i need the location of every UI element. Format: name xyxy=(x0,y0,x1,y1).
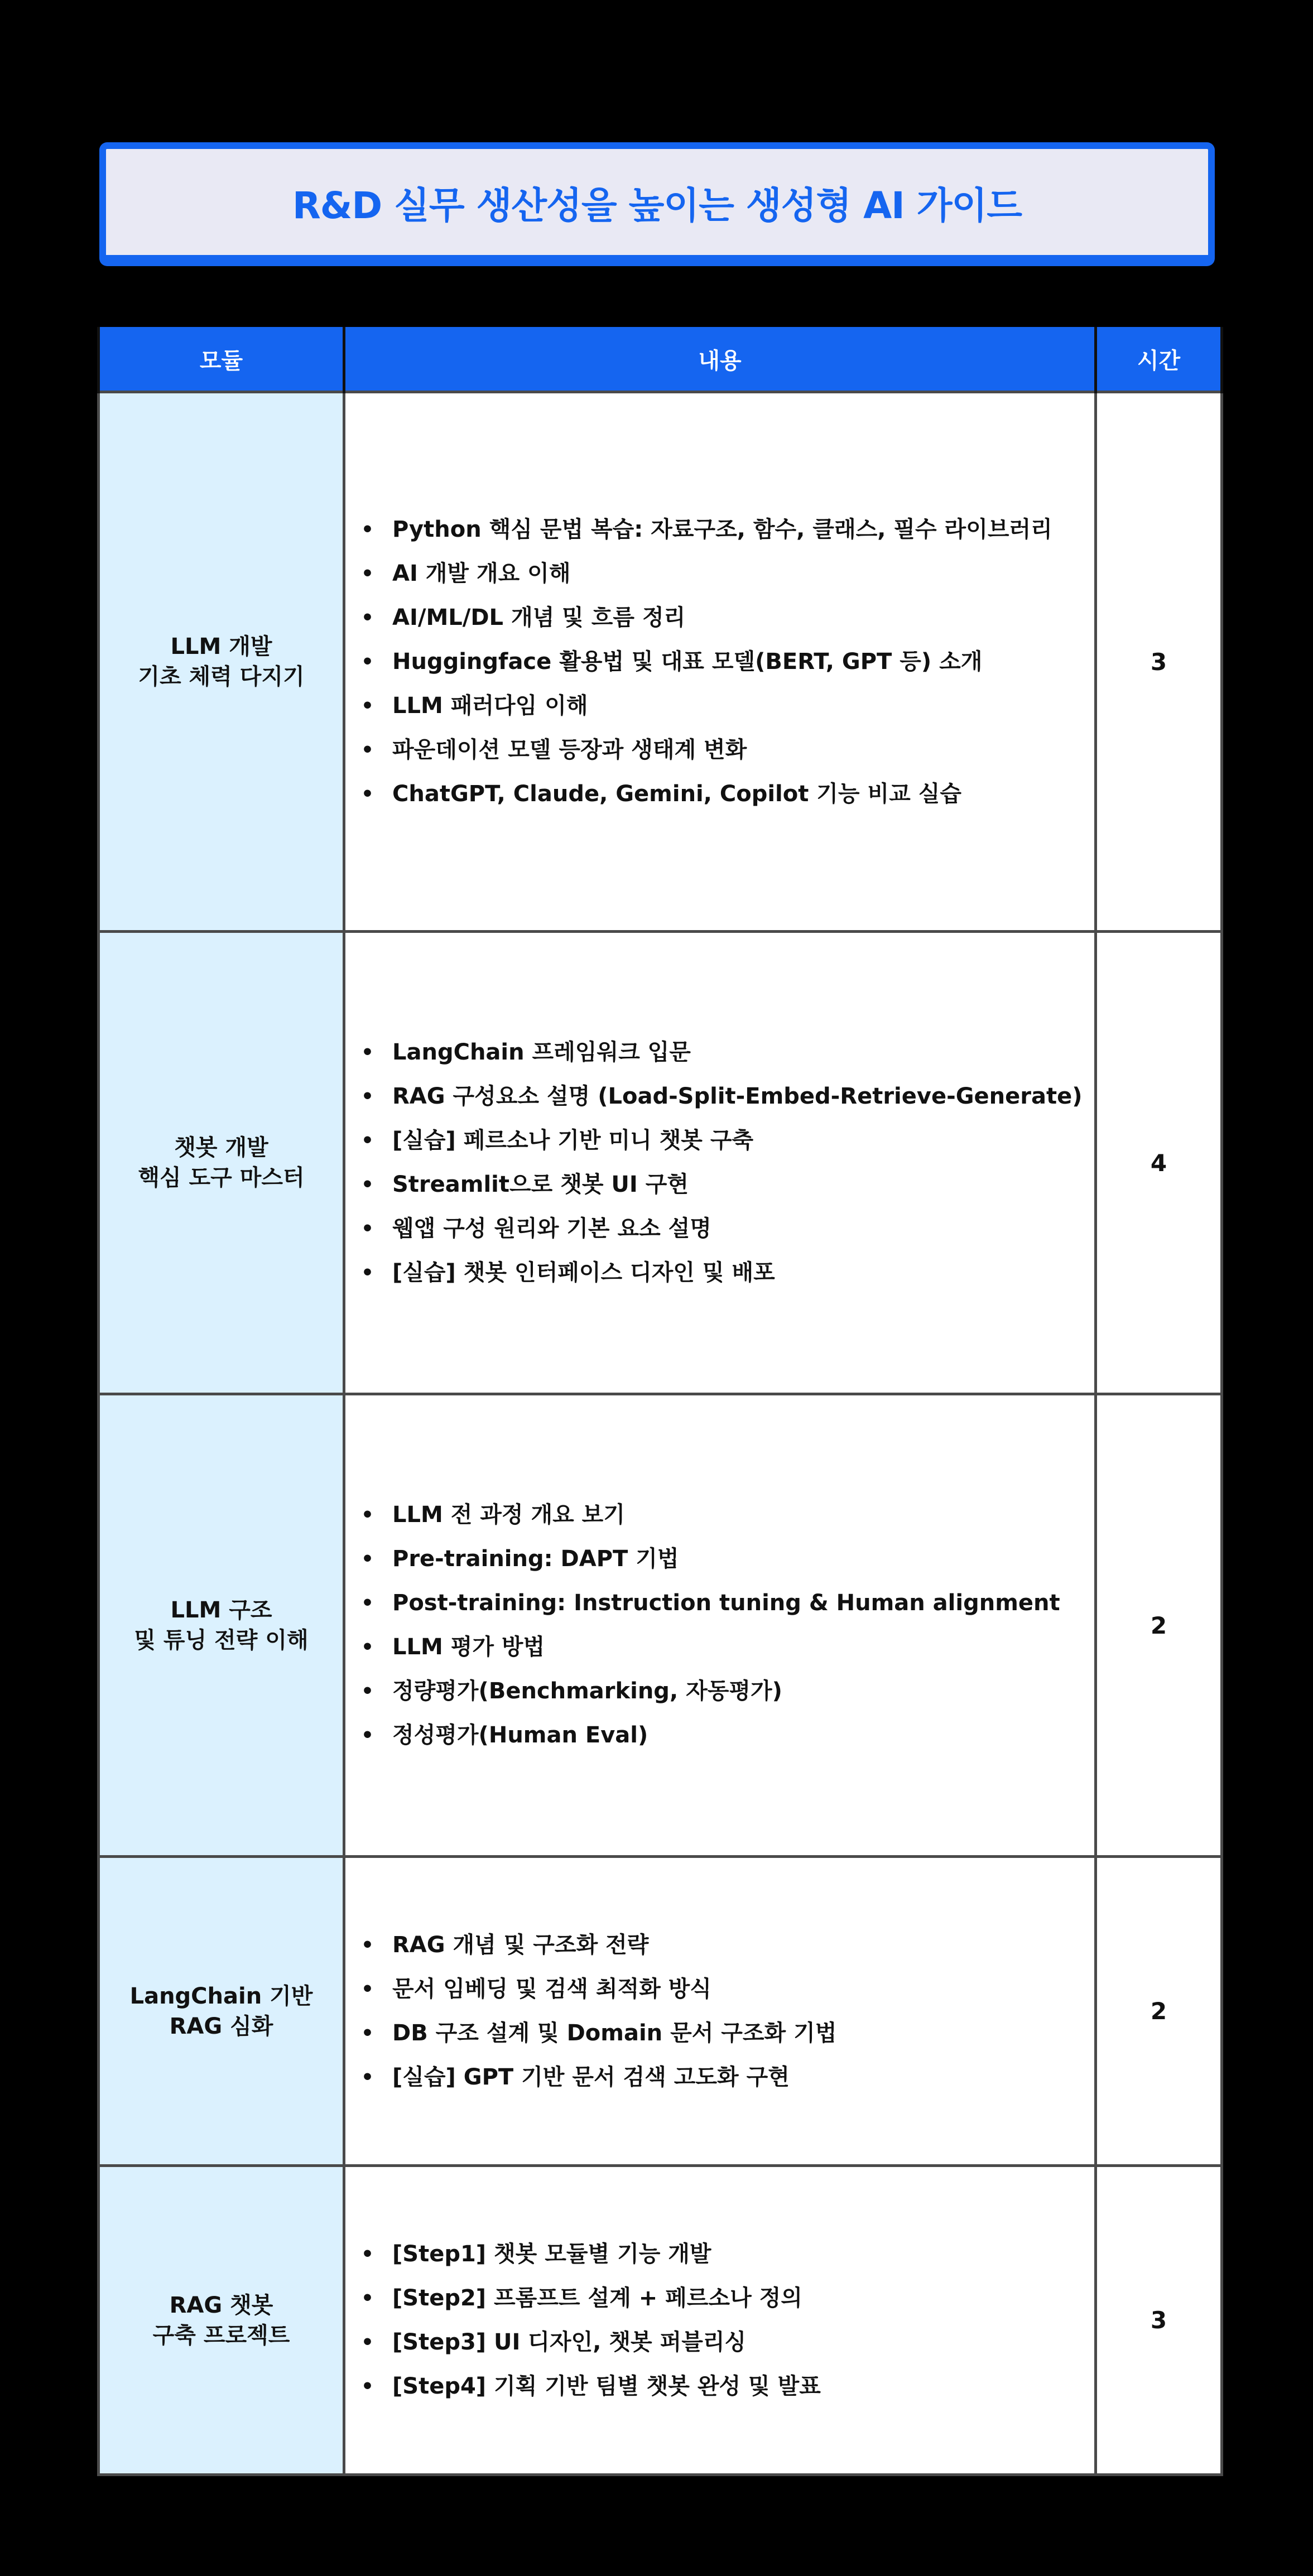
list-item: • 문서 임베딩 및 검색 최적화 방식 xyxy=(361,1967,1094,2011)
table-header-row xyxy=(99,327,1222,392)
list-item: • Pre-training: DAPT 기법 xyxy=(361,1537,1094,1581)
list-item: • ChatGPT, Claude, Gemini, Copilot 기능 비교 실습 xyxy=(361,772,1094,816)
list-item: • [실습] 챗봇 인터페이스 디자인 및 배포 xyxy=(361,1251,1094,1295)
table-row xyxy=(99,392,1222,932)
curriculum-table xyxy=(97,327,1223,2476)
content-cell xyxy=(344,932,1096,1394)
module-name-line: 핵심 도구 마스터 xyxy=(138,1165,305,1191)
list-item: • 정량평가(Benchmarking, 자동평가) xyxy=(361,1669,1094,1713)
topic-list xyxy=(345,1923,1094,2100)
table-row xyxy=(99,2166,1222,2475)
module-name-line: 구축 프로젝트 xyxy=(152,2322,290,2348)
topic-list xyxy=(345,1031,1094,1295)
topic-list xyxy=(345,508,1094,816)
list-item: • Post-training: Instruction tuning & Human alignment xyxy=(361,1581,1094,1625)
table-row xyxy=(99,1857,1222,2166)
list-item: • [Step1] 챗봇 모듈별 기능 개발 xyxy=(361,2232,1094,2276)
module-cell xyxy=(99,392,344,932)
list-item: • 파운데이션 모델 등장과 생태계 변화 xyxy=(361,728,1094,772)
list-item: • DB 구조 설계 및 Domain 문서 구조화 기법 xyxy=(361,2011,1094,2055)
hours-cell: 3 xyxy=(1096,392,1222,932)
module-name-line: 기초 체력 다지기 xyxy=(138,664,305,690)
module-cell xyxy=(99,932,344,1394)
table-row xyxy=(99,932,1222,1394)
list-item: • 웹앱 구성 원리와 기본 요소 설명 xyxy=(361,1207,1094,1251)
list-item: • Streamlit으로 챗봇 UI 구현 xyxy=(361,1163,1094,1207)
list-item: • Python 핵심 문법 복습: 자료구조, 함수, 클래스, 필수 라이브러리 xyxy=(361,508,1094,552)
content-cell xyxy=(344,2166,1096,2475)
module-name-line: LLM 구조 xyxy=(170,1597,272,1623)
list-item: • [Step2] 프롬프트 설계 + 페르소나 정의 xyxy=(361,2276,1094,2320)
module-name-line: RAG 심화 xyxy=(169,2013,273,2039)
content-cell xyxy=(344,1394,1096,1857)
list-item: • 정성평가(Human Eval) xyxy=(361,1713,1094,1758)
module-cell xyxy=(99,1394,344,1857)
list-item: • [Step3] UI 디자인, 챗봇 퍼블리싱 xyxy=(361,2320,1094,2365)
list-item: • LangChain 프레임워크 입문 xyxy=(361,1031,1094,1075)
module-cell xyxy=(99,1857,344,2166)
page-title: R&D 실무 생산성을 높이는 생성형 AI 가이드 xyxy=(292,184,1022,227)
list-item: • LLM 패러다임 이해 xyxy=(361,684,1094,728)
list-item: • [실습] GPT 기반 문서 검색 고도화 구현 xyxy=(361,2055,1094,2100)
module-name-line: 챗봇 개발 xyxy=(174,1135,268,1161)
list-item: • AI 개발 개요 이해 xyxy=(361,552,1094,596)
list-item: • RAG 개념 및 구조화 전략 xyxy=(361,1923,1094,1967)
content-cell xyxy=(344,392,1096,932)
list-item: • LLM 전 과정 개요 보기 xyxy=(361,1493,1094,1537)
list-item: • [실습] 페르소나 기반 미니 챗봇 구축 xyxy=(361,1119,1094,1163)
module-name-line: LLM 개발 xyxy=(170,634,272,659)
module-name-line: RAG 챗봇 xyxy=(169,2292,273,2318)
hours-cell: 2 xyxy=(1096,1394,1222,1857)
module-name-line: LangChain 기반 xyxy=(129,1983,313,2009)
topic-list xyxy=(345,1493,1094,1758)
hours-cell: 2 xyxy=(1096,1857,1222,2166)
module-cell xyxy=(99,2166,344,2475)
hours-cell: 4 xyxy=(1096,932,1222,1394)
list-item: • AI/ML/DL 개념 및 흐름 정리 xyxy=(361,596,1094,640)
column-header-content: 내용 xyxy=(344,327,1096,392)
list-item: • RAG 구성요소 설명 (Load-Split-Embed-Retrieve-Generate) xyxy=(361,1075,1094,1119)
column-header-hours: 시간 xyxy=(1096,327,1222,392)
column-header-module: 모듈 xyxy=(99,327,344,392)
list-item: • LLM 평가 방법 xyxy=(361,1625,1094,1669)
content-cell xyxy=(344,1857,1096,2166)
hours-cell: 3 xyxy=(1096,2166,1222,2475)
list-item: • [Step4] 기획 기반 팀별 챗봇 완성 및 발표 xyxy=(361,2365,1094,2409)
topic-list xyxy=(345,2232,1094,2409)
table-row xyxy=(99,1394,1222,1857)
module-name-line: 및 튜닝 전략 이해 xyxy=(134,1628,309,1653)
list-item: • Huggingface 활용법 및 대표 모델(BERT, GPT 등) 소개 xyxy=(361,640,1094,684)
title-banner xyxy=(99,142,1215,266)
